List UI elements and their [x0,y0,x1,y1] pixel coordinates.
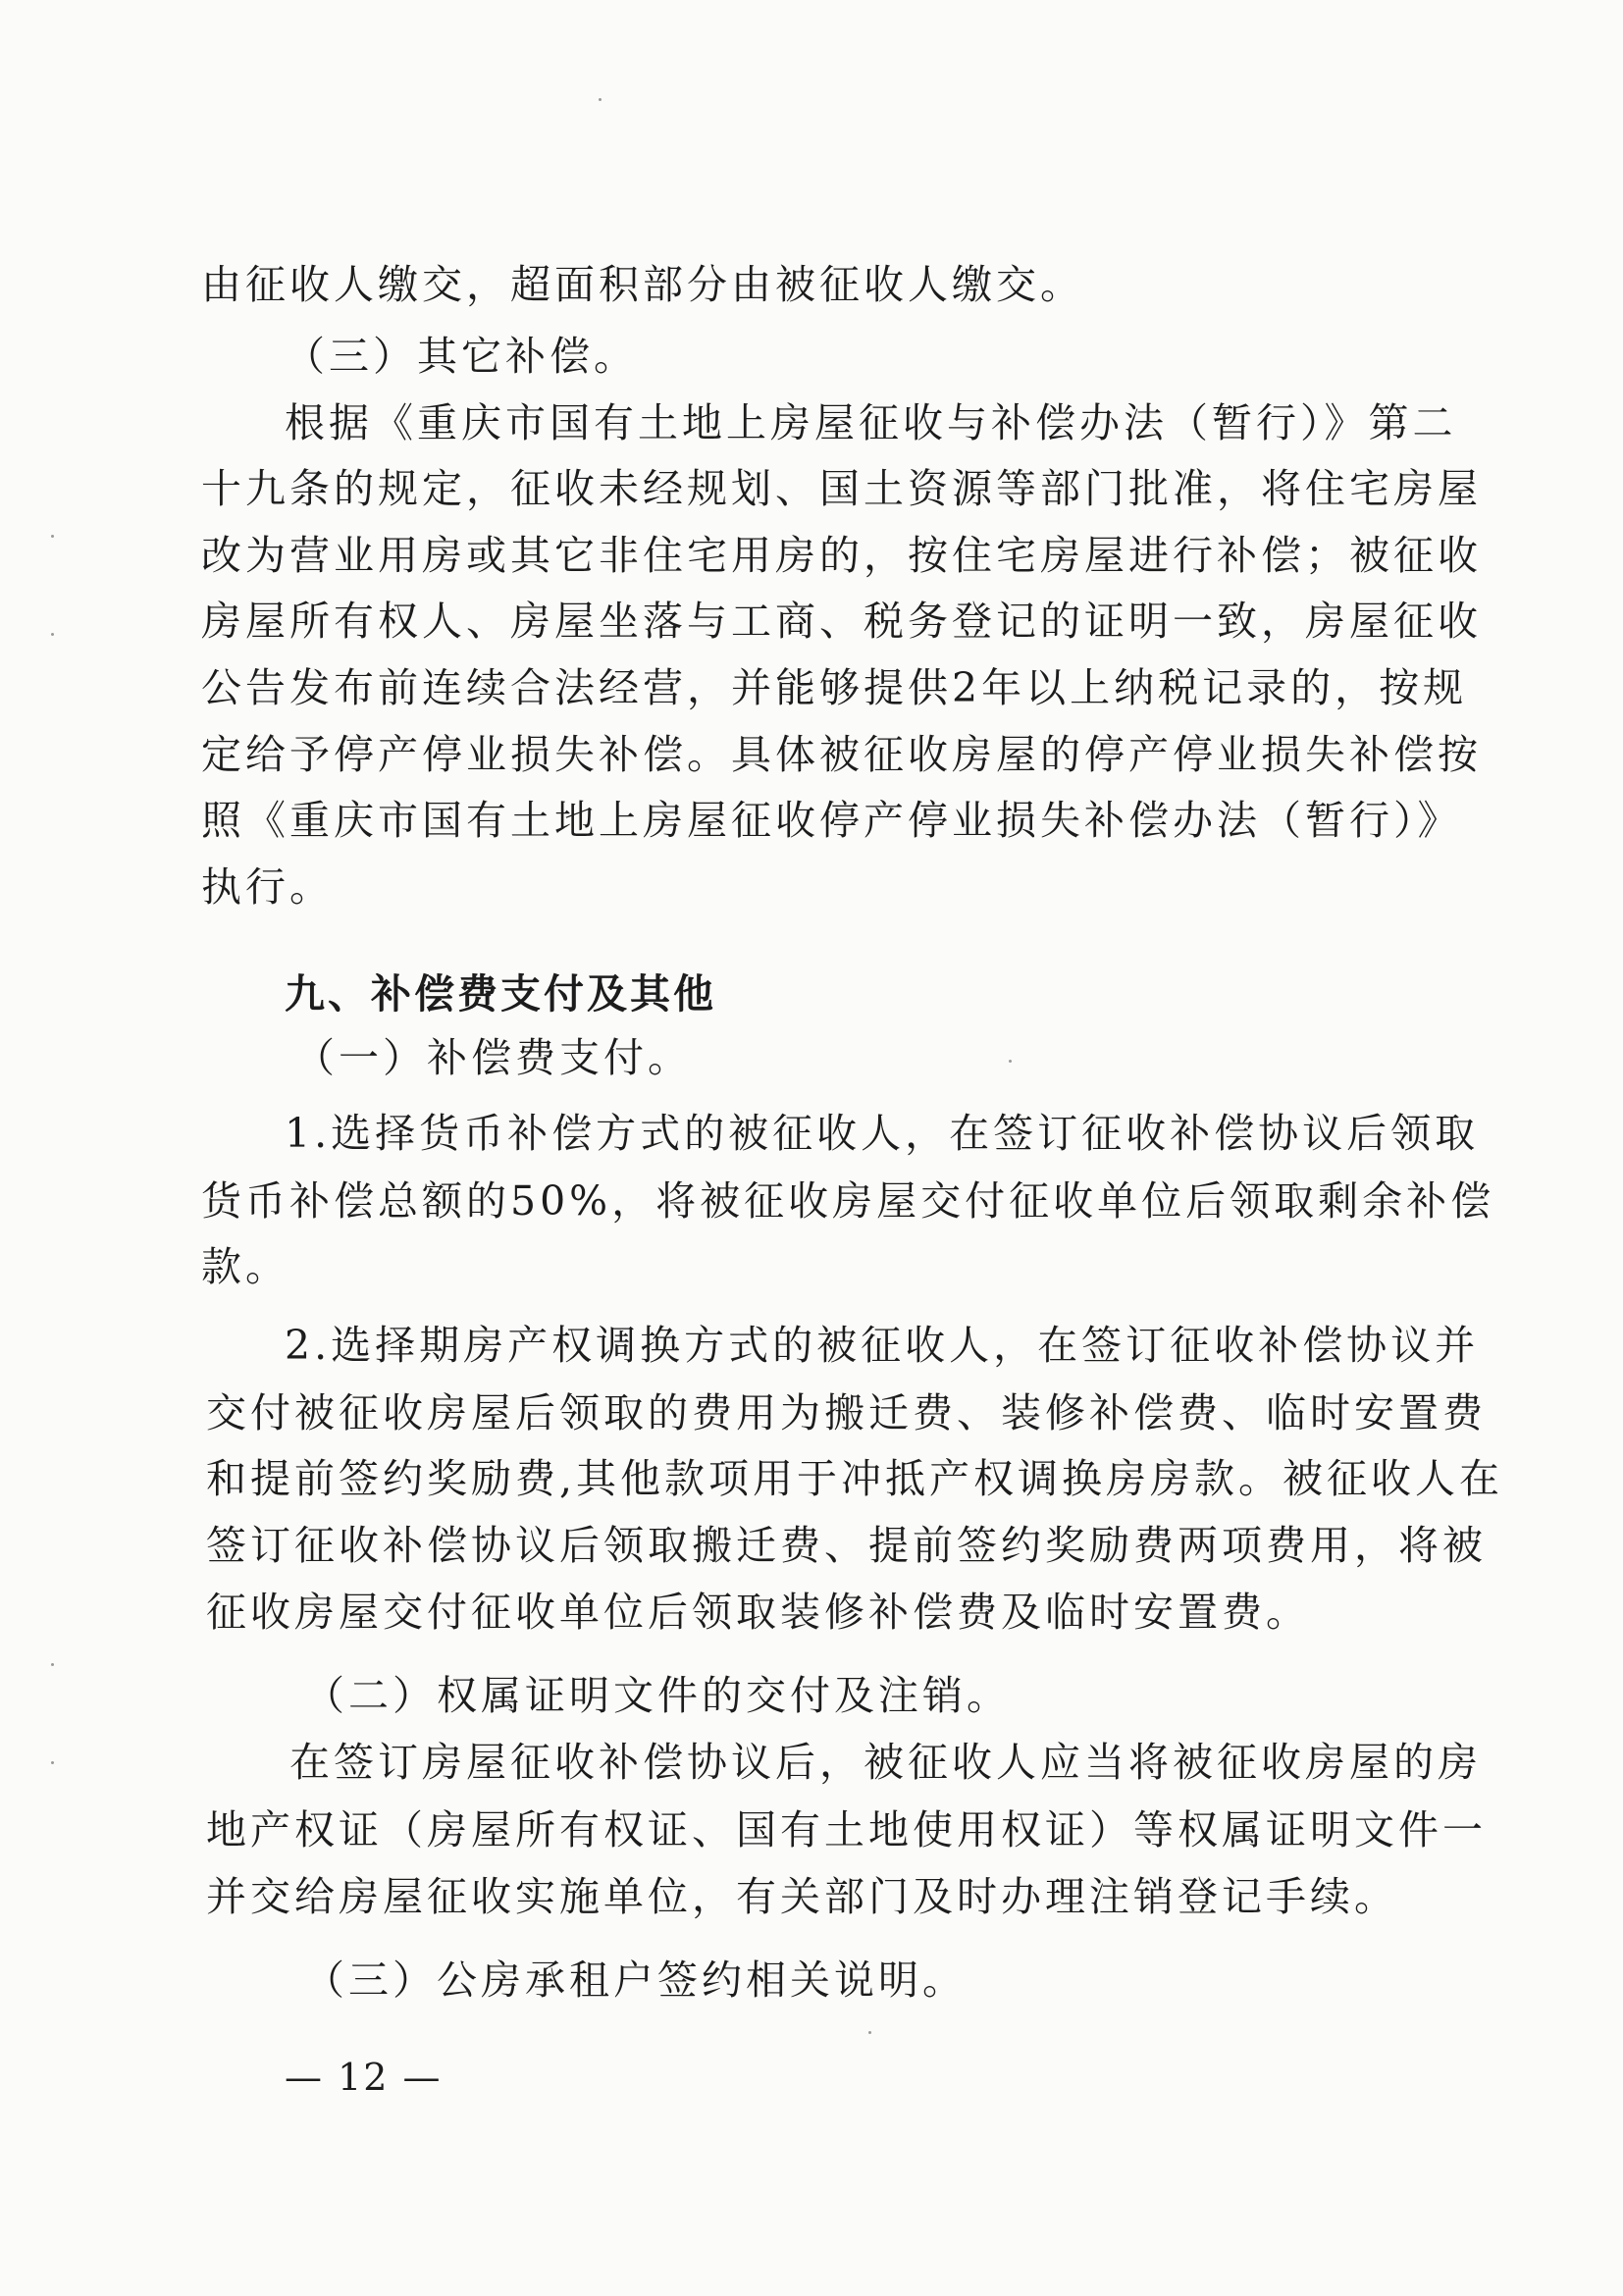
text-line: 在签订房屋征收补偿协议后，被征收人应当将被征收房屋的房 [289,1739,1482,1786]
scan-speck [51,1663,54,1666]
text-line: 根据《重庆市国有土地上房屋征收与补偿办法（暂行）》第二 [285,399,1457,446]
section-subheading: （一）补偿费支付。 [294,1034,692,1081]
scan-speck [51,1761,54,1764]
text-line: 征收房屋交付征收单位后领取装修补偿费及临时安置费。 [206,1589,1310,1636]
scan-speck [599,98,602,101]
scan-speck [868,2031,871,2034]
text-line: 房屋所有权人、房屋坐落与工商、税务登记的证明一致，房屋征收 [201,598,1482,645]
text-line: 由征收人缴交，超面积部分由被征收人缴交。 [201,261,1084,308]
text-line: 执行。 [201,863,334,911]
scan-speck [1009,1060,1012,1063]
page-number: — 12 — [285,2056,443,2099]
scan-speck [51,535,54,538]
text-line: 交付被征收房屋后领取的费用为搬迁费、装修补偿费、临时安置费 [206,1389,1487,1436]
text-line: 款。 [201,1243,289,1290]
scan-speck [51,633,54,636]
text-line: 1.选择货币补偿方式的被征收人，在签订征收补偿协议后领取 [285,1110,1480,1157]
text-line: 改为营业用房或其它非住宅用房的，按住宅房屋进行补偿；被征收 [201,532,1482,579]
text-line: 十九条的规定，征收未经规划、国土资源等部门批准，将住宅房屋 [201,465,1482,512]
text-line: 照《重庆市国有土地上房屋征收停产停业损失补偿办法（暂行）》 [201,797,1462,844]
text-line: 和提前签约奖励费,其他款项用于冲抵产权调换房房款。被征收人在 [206,1455,1504,1502]
text-line: 2.选择期房产权调换方式的被征收人，在签订征收补偿协议并 [285,1322,1480,1369]
text-line: 签订征收补偿协议后领取搬迁费、提前签约奖励费两项费用，将被 [206,1522,1487,1569]
text-line: 地产权证（房屋所有权证、国有土地使用权证）等权属证明文件一 [206,1806,1487,1853]
section-heading: 九、补偿费支付及其他 [285,970,716,1018]
text-line: 公告发布前连续合法经营，并能够提供2年以上纳税记录的，按规 [201,664,1468,711]
text-line: 并交给房屋征收实施单位，有关部门及时办理注销登记手续。 [206,1873,1398,1920]
section-subheading: （二）权属证明文件的交付及注销。 [304,1672,1011,1719]
text-line: 货币补偿总额的50%，将被征收房屋交付征收单位后领取剩余补偿 [201,1177,1495,1225]
section-subheading: （三）公房承租户签约相关说明。 [304,1957,967,2004]
section-subheading: （三）其它补偿。 [285,333,638,380]
text-line: 定给予停产停业损失补偿。具体被征收房屋的停产停业损失补偿按 [201,731,1482,778]
